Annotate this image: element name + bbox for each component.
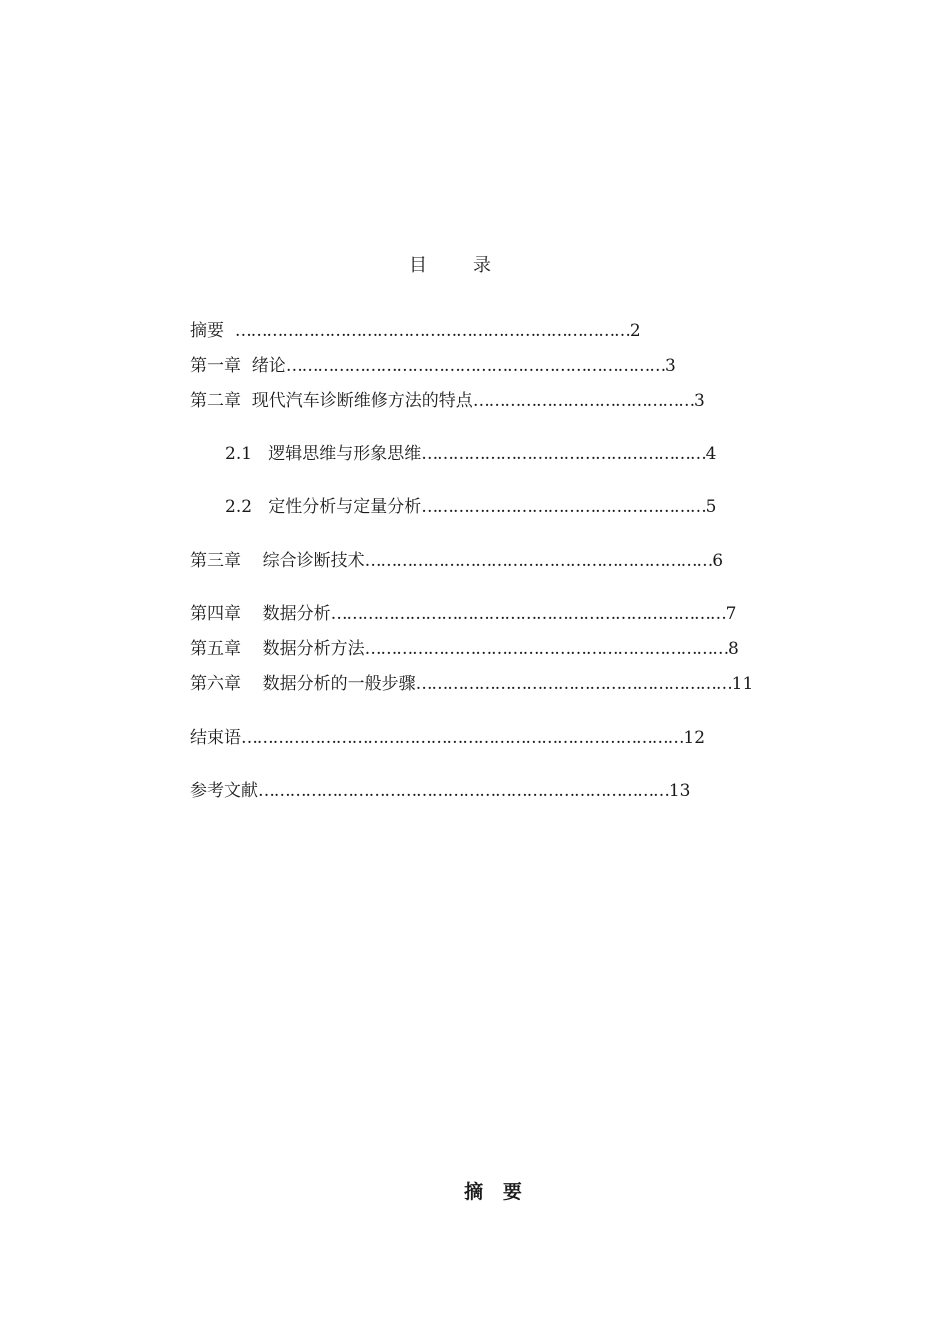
- toc-leader-dots: ……………………………………………………………: [364, 639, 729, 659]
- toc-entry-chapter-1: [190, 354, 676, 378]
- toc-entry-label: 摘要: [190, 321, 235, 341]
- toc-entry-label: 2.2 定性分析与定量分析: [225, 497, 422, 517]
- toc-entry-label: 结束语: [190, 728, 241, 748]
- toc-leader-dots: …………………………………………………………………: [330, 604, 726, 624]
- toc-entry-conclusion: [190, 726, 705, 750]
- toc-entry-page: 12: [683, 728, 706, 748]
- toc-leader-dots: ……………………………………: [472, 391, 695, 411]
- toc-title-left: 目: [409, 255, 427, 276]
- toc-entry-chapter-5: [190, 637, 739, 661]
- toc-leader-dots: ……………………………………………………: [415, 674, 732, 694]
- toc-entry-page: 11: [731, 674, 754, 694]
- toc-entry-chapter-4: [190, 602, 736, 626]
- toc-entry-label: 第一章 绪论: [190, 356, 286, 376]
- toc-entry-page: 3: [665, 356, 676, 376]
- toc-title: [0, 251, 900, 277]
- toc-entry-label: 第二章 现代汽车诊断维修方法的特点: [190, 391, 473, 411]
- toc-entry-abstract: [190, 319, 641, 343]
- abstract-heading: 摘 要: [464, 1181, 522, 1203]
- toc-entry-label: 第六章 数据分析的一般步骤: [190, 674, 416, 694]
- toc-leader-dots: …………………………………………………………………: [234, 321, 630, 341]
- toc-entry-label: 2.1 逻辑思维与形象思维: [225, 444, 422, 464]
- toc-entry-label: 参考文献: [190, 781, 258, 801]
- toc-entry-label: 第三章 综合诊断技术: [190, 551, 365, 571]
- toc-entry-page: 13: [668, 781, 691, 801]
- toc-entry-references: [190, 779, 690, 803]
- toc-entry-page: 8: [728, 639, 739, 659]
- toc-entry-page: 5: [705, 497, 717, 517]
- toc-entry-chapter-3: [190, 549, 723, 573]
- toc-leader-dots: ………………………………………………: [421, 497, 706, 517]
- toc-leader-dots: …………………………………………………………………………: [241, 728, 684, 748]
- toc-leader-dots: ………………………………………………………………: [285, 356, 666, 376]
- toc-entry-page: 2: [629, 321, 641, 341]
- toc-entry-page: 6: [712, 551, 724, 571]
- toc-entry-page: 3: [694, 391, 705, 411]
- toc-entry-chapter-6: [190, 672, 753, 696]
- toc-entry-label: 第四章 数据分析: [190, 604, 331, 624]
- toc-title-right: 录: [473, 255, 491, 276]
- toc-entry-page: 7: [725, 604, 737, 624]
- toc-leader-dots: ………………………………………………: [421, 444, 706, 464]
- toc-leader-dots: ……………………………………………………………………: [258, 781, 669, 801]
- toc-leader-dots: …………………………………………………………: [364, 551, 713, 571]
- toc-entry-section-2-2: [225, 495, 716, 519]
- toc-entry-page: 4: [705, 444, 717, 464]
- toc-entry-section-2-1: [225, 442, 716, 466]
- toc-entry-chapter-2: [190, 389, 705, 413]
- toc-entry-label: 第五章 数据分析方法: [190, 639, 365, 659]
